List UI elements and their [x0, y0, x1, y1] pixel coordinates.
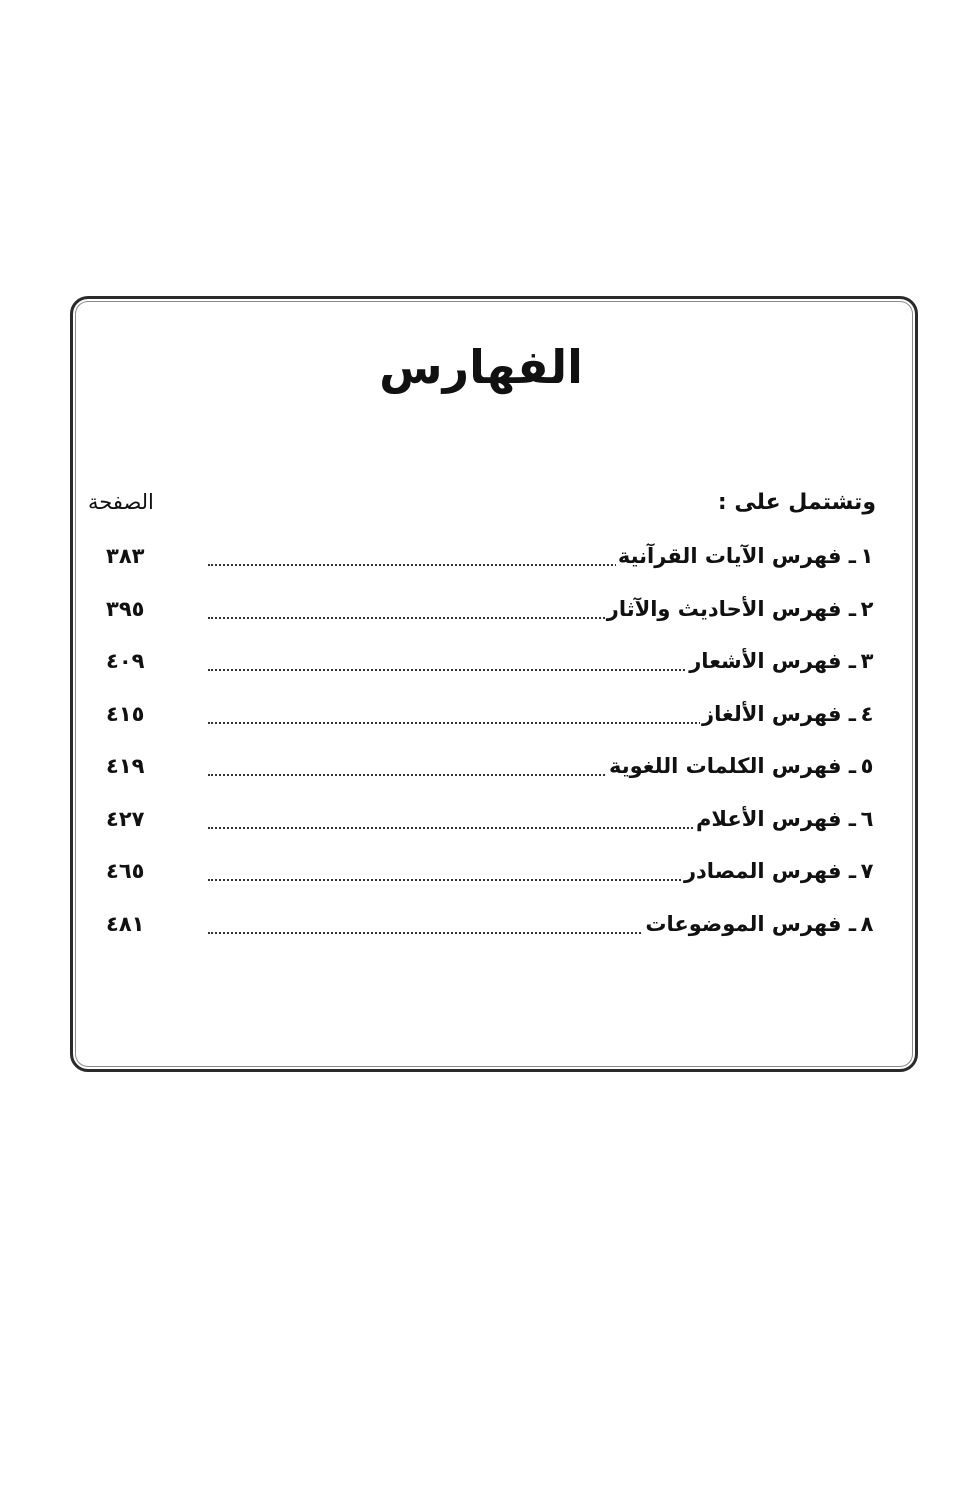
entry-label: ـ فهرس الموضوعات — [645, 911, 856, 936]
toc-entry — [100, 544, 876, 597]
entry-page-number: ٤٦٥ — [106, 859, 145, 883]
entry-page-number: ٤٨١ — [106, 911, 145, 936]
toc-entry — [100, 859, 876, 912]
entry-page-number: ٣٨٣ — [106, 544, 145, 568]
toc-entry — [100, 912, 876, 965]
entry-page-number: ٤١٥ — [106, 701, 145, 726]
toc-entry — [100, 649, 876, 702]
entry-label: ـ فهرس الآيات القرآنية — [617, 544, 856, 568]
page-column-label: الصفحة — [88, 490, 154, 514]
page-title: الفهارس — [379, 340, 583, 394]
entry-label: ـ فهرس الأشعار — [689, 649, 856, 673]
entry-number: ٨ — [860, 911, 874, 936]
entry-page-number: ٤٠٩ — [106, 649, 145, 673]
entry-label: ـ فهرس الأعلام — [696, 806, 856, 831]
entry-number: ٣ — [860, 649, 874, 673]
toc-entry — [100, 807, 876, 860]
toc-entry — [100, 754, 876, 807]
toc-entry — [100, 702, 876, 755]
entry-label: ـ فهرس الأحاديث والآثار — [606, 596, 856, 621]
toc-list — [100, 544, 876, 964]
entry-number: ٧ — [860, 859, 874, 883]
entry-label: ـ فهرس المصادر — [683, 859, 856, 883]
entry-label: ـ فهرس الكلمات اللغوية — [609, 754, 856, 778]
entry-number: ٥ — [860, 754, 874, 778]
contents-intro: وتشتمل على : — [717, 490, 876, 515]
entry-number: ٦ — [860, 806, 874, 831]
toc-entry — [100, 597, 876, 650]
entry-page-number: ٤٢٧ — [106, 806, 145, 831]
entry-label: ـ فهرس الألغاز — [701, 701, 856, 726]
entry-page-number: ٣٩٥ — [106, 596, 145, 621]
entry-number: ١ — [860, 544, 874, 568]
entry-page-number: ٤١٩ — [106, 754, 145, 778]
entry-number: ٢ — [860, 596, 874, 621]
entry-number: ٤ — [860, 701, 874, 726]
